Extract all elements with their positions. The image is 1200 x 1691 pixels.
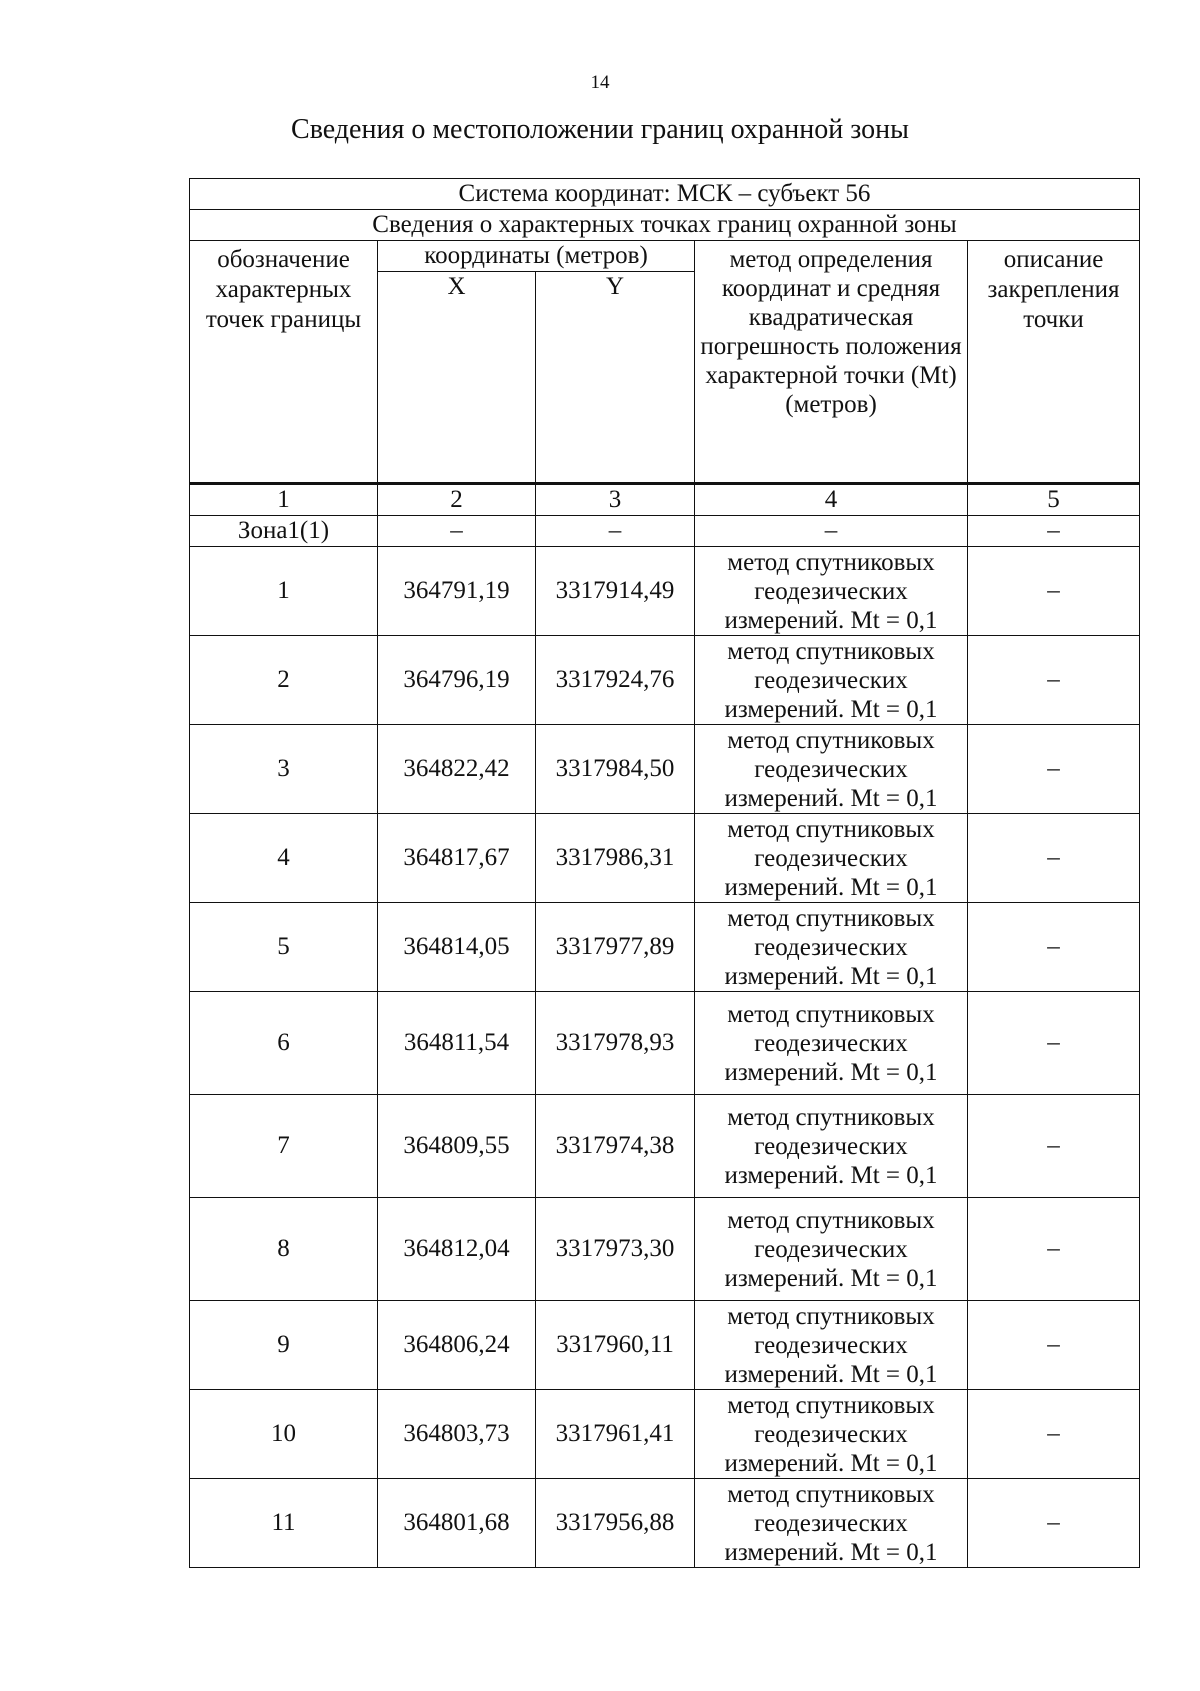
header-designation: обозначение характерных точек границы [190, 241, 378, 484]
point-number-cell: 3 [190, 725, 378, 814]
table-row [190, 636, 1140, 725]
description-cell: – [968, 1479, 1140, 1568]
y-coordinate-cell: 3317984,50 [536, 725, 695, 814]
method-cell: метод спутниковых геодезических измерений. Mt = 0,1 [695, 636, 968, 725]
zone-cell: – [695, 516, 968, 547]
y-coordinate-cell: 3317986,31 [536, 814, 695, 903]
point-number-cell: 5 [190, 903, 378, 992]
point-number-cell: 7 [190, 1095, 378, 1198]
section-title-cell: Сведения о характерных точках границ охранной зоны [190, 210, 1140, 241]
point-number-cell: 6 [190, 992, 378, 1095]
x-coordinate-cell: 364822,42 [378, 725, 536, 814]
x-coordinate-cell: 364806,24 [378, 1301, 536, 1390]
table-row [190, 814, 1140, 903]
table-row [190, 547, 1140, 636]
y-coordinate-cell: 3317974,38 [536, 1095, 695, 1198]
point-number-cell: 4 [190, 814, 378, 903]
table-row [190, 725, 1140, 814]
column-number: 4 [695, 484, 968, 516]
description-cell: – [968, 1301, 1140, 1390]
y-coordinate-cell: 3317978,93 [536, 992, 695, 1095]
description-cell: – [968, 1198, 1140, 1301]
header-x: X [378, 272, 536, 484]
zone-cell: – [378, 516, 536, 547]
x-coordinate-cell: 364803,73 [378, 1390, 536, 1479]
header-row [190, 241, 1140, 272]
y-coordinate-cell: 3317973,30 [536, 1198, 695, 1301]
table-row [190, 1301, 1140, 1390]
y-coordinate-cell: 3317924,76 [536, 636, 695, 725]
x-coordinate-cell: 364796,19 [378, 636, 536, 725]
table-row [190, 1479, 1140, 1568]
point-number-cell: 10 [190, 1390, 378, 1479]
zone-row [190, 516, 1140, 547]
method-cell: метод спутниковых геодезических измерений. Mt = 0,1 [695, 1479, 968, 1568]
description-cell: – [968, 903, 1140, 992]
point-number-cell: 9 [190, 1301, 378, 1390]
method-cell: метод спутниковых геодезических измерений. Mt = 0,1 [695, 725, 968, 814]
description-cell: – [968, 547, 1140, 636]
boundary-points-table [189, 178, 1140, 1568]
header-description: описание закрепления точки [968, 241, 1140, 484]
y-coordinate-cell: 3317914,49 [536, 547, 695, 636]
point-number-cell: 1 [190, 547, 378, 636]
coordinate-system-row [190, 179, 1140, 210]
column-number: 2 [378, 484, 536, 516]
description-cell: – [968, 636, 1140, 725]
description-cell: – [968, 814, 1140, 903]
x-coordinate-cell: 364812,04 [378, 1198, 536, 1301]
x-coordinate-cell: 364801,68 [378, 1479, 536, 1568]
description-cell: – [968, 1095, 1140, 1198]
description-cell: – [968, 725, 1140, 814]
method-cell: метод спутниковых геодезических измерений. Mt = 0,1 [695, 903, 968, 992]
header-coordinates: координаты (метров) [378, 241, 695, 272]
point-number-cell: 11 [190, 1479, 378, 1568]
x-coordinate-cell: 364811,54 [378, 992, 536, 1095]
method-cell: метод спутниковых геодезических измерений. Mt = 0,1 [695, 992, 968, 1095]
header-y: Y [536, 272, 695, 484]
description-cell: – [968, 992, 1140, 1095]
header-method: метод определения координат и средняя квадратическая погрешность положения характерной точки (Mt) (метров) [695, 241, 968, 484]
method-cell: метод спутниковых геодезических измерений. Mt = 0,1 [695, 1301, 968, 1390]
x-coordinate-cell: 364809,55 [378, 1095, 536, 1198]
zone-cell: – [968, 516, 1140, 547]
column-number-row [190, 484, 1140, 516]
column-number: 3 [536, 484, 695, 516]
table-row [190, 1198, 1140, 1301]
point-number-cell: 8 [190, 1198, 378, 1301]
method-cell: метод спутниковых геодезических измерений. Mt = 0,1 [695, 1198, 968, 1301]
y-coordinate-cell: 3317977,89 [536, 903, 695, 992]
table-row [190, 903, 1140, 992]
section-title-row [190, 210, 1140, 241]
table-row [190, 1095, 1140, 1198]
method-cell: метод спутниковых геодезических измерений. Mt = 0,1 [695, 1095, 968, 1198]
x-coordinate-cell: 364817,67 [378, 814, 536, 903]
y-coordinate-cell: 3317961,41 [536, 1390, 695, 1479]
x-coordinate-cell: 364814,05 [378, 903, 536, 992]
method-cell: метод спутниковых геодезических измерений. Mt = 0,1 [695, 1390, 968, 1479]
column-number: 5 [968, 484, 1140, 516]
point-number-cell: 2 [190, 636, 378, 725]
y-coordinate-cell: 3317960,11 [536, 1301, 695, 1390]
table-row [190, 992, 1140, 1095]
table-row [190, 1390, 1140, 1479]
page-number: 14 [590, 72, 610, 93]
document-title: Сведения о местоположении границ охранной зоны [291, 114, 909, 145]
x-coordinate-cell: 364791,19 [378, 547, 536, 636]
description-cell: – [968, 1390, 1140, 1479]
column-number: 1 [190, 484, 378, 516]
coordinate-system-cell: Система координат: МСК – субъект 56 [190, 179, 1140, 210]
method-cell: метод спутниковых геодезических измерений. Mt = 0,1 [695, 814, 968, 903]
y-coordinate-cell: 3317956,88 [536, 1479, 695, 1568]
zone-label: Зона1(1) [190, 516, 378, 547]
zone-cell: – [536, 516, 695, 547]
method-cell: метод спутниковых геодезических измерений. Mt = 0,1 [695, 547, 968, 636]
